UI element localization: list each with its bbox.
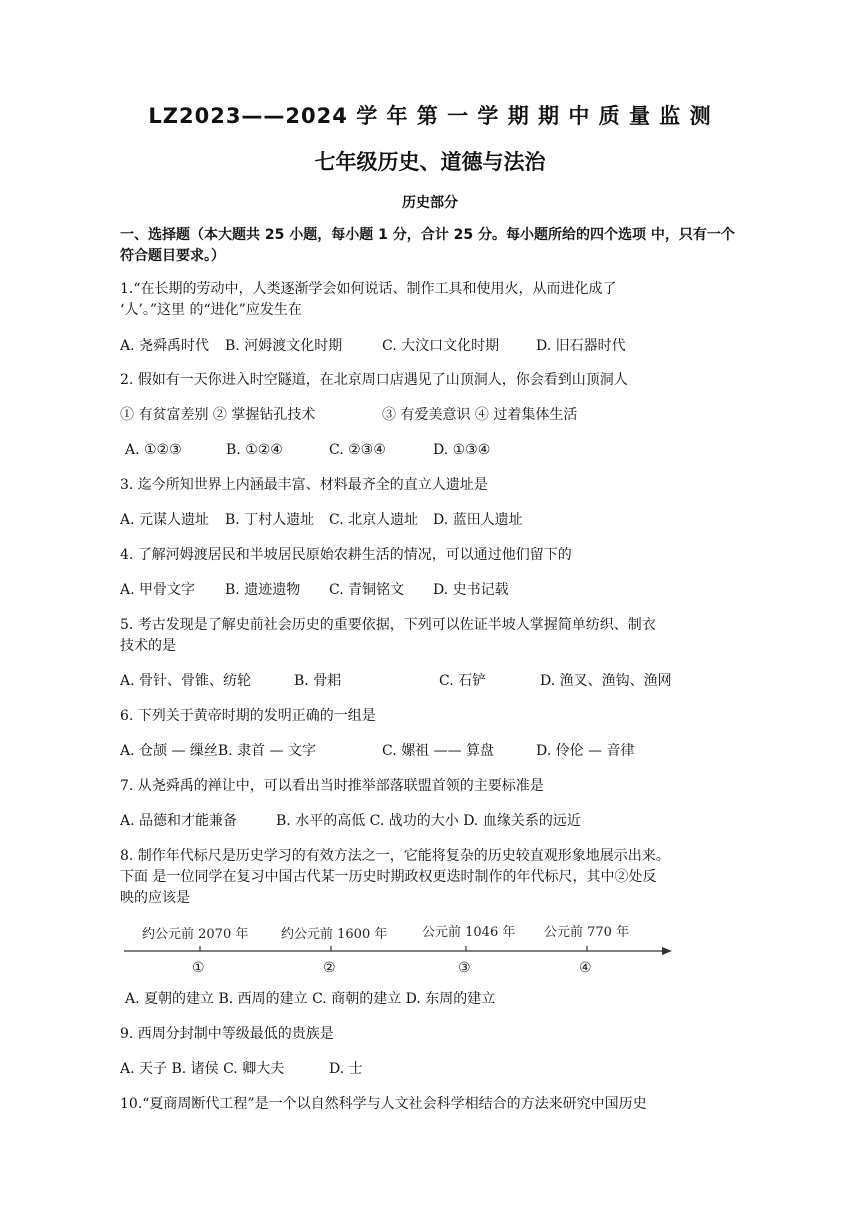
timeline-mark-1: ① [192,960,205,976]
question-8-stem-line-3: 映的应该是 [120,890,190,906]
question-1-stem-line-1: 1.“在长期的劳动中，人类逐渐学会如何说话、制作工具和使用火，从而进化成了 [120,281,617,297]
timeline-label-4: 公元前 770 年 [544,925,630,940]
question-9-stem: 9. 西周分封制中等级最低的贵族是 [120,1026,334,1042]
question-6-stem: 6. 下列关于黄帝时期的发明正确的一组是 [120,708,376,724]
question-5-option-a: A. 骨针、骨锥、纺轮 [120,673,252,689]
question-2-option-b: B. ①②④ [226,442,283,458]
question-3-option-a: A. 元谋人遗址 [120,512,210,528]
question-3-option-d: D. 蓝田人遗址 [433,512,523,528]
question-3-stem: 3. 迄今所知世界上内涵最丰富、材料最齐全的直立人遗址是 [120,477,488,493]
question-1-option-c: C. 大汶口文化时期 [382,338,500,354]
exam-subtitle: 七年级历史、道德与法治 [314,150,546,174]
question-4-option-a: A. 甲骨文字 [120,582,196,598]
question-1-option-a: A. 尧舜禹时代 [120,338,210,354]
question-2-stem: 2. 假如有一天你进入时空隧道，在北京周口店遇见了山顶洞人，你会看到山顶洞人 [120,372,628,388]
timeline-label-3: 公元前 1046 年 [422,925,516,940]
question-1-option-d: D. 旧石器时代 [536,338,626,354]
timeline-label-1: 约公元前 2070 年 [142,927,249,942]
question-7-option-bcd: B. 水平的高低 C. 战功的大小 D. 血缘关系的远近 [276,813,581,829]
timeline-mark-3: ③ [458,960,471,976]
question-2-option-a: A. ①②③ [125,442,182,458]
question-5-option-d: D. 渔叉、渔钩、渔网 [540,673,672,689]
question-9-option-d: D. 士 [329,1061,363,1077]
question-5-stem-line-2: 技术的是 [120,638,176,654]
timeline-figure [120,918,680,980]
question-1-stem-line-2: ‘人’。”这里 的“进化”应发生在 [120,302,302,318]
question-2-items-2: ③ 有爱美意识 ④ 过着集体生活 [382,407,578,423]
timeline-mark-4: ④ [579,960,592,976]
question-5-stem-line-1: 5. 考古发现是了解史前社会历史的重要依据，下列可以佐证半坡人掌握简单纺织、制衣 [120,617,656,633]
question-4-option-b: B. 遗迹遗物 [225,582,301,598]
question-2-option-d: D. ①③④ [433,442,491,458]
question-4-option-d: D. 史书记载 [433,582,509,598]
part-heading: 历史部分 [402,195,458,211]
timeline-label-2: 约公元前 1600 年 [281,927,388,942]
question-6-option-d: D. 伶伦 — 音律 [536,743,635,759]
question-8-options: A. 夏朝的建立 B. 西周的建立 C. 商朝的建立 D. 东周的建立 [125,991,496,1007]
question-7-option-a: A. 品德和才能兼备 [120,813,238,829]
question-1-option-b: B. 河姆渡文化时期 [225,338,343,354]
question-6-option-ab: A. 仓颉 — 缫丝B. 隶首 — 文字 [120,743,316,759]
question-5-option-b: B. 骨耜 [294,673,342,689]
question-5-option-c: C. 石铲 [439,673,487,689]
question-2-option-c: C. ②③④ [329,442,386,458]
question-6-option-c: C. 嫘祖 —— 算盘 [382,743,495,759]
question-7-stem: 7. 从尧舜禹的禅让中，可以看出当时推举部落联盟首领的主要标准是 [120,778,544,794]
question-2-items-1: ① 有贫富差别 ② 掌握钻孔技术 [120,407,316,423]
question-8-stem-line-2: 下面 是一位同学在复习中国古代某一历史时期政权更迭时制作的年代标尺，其中②处反 [120,869,657,885]
question-8-stem-line-1: 8. 制作年代标尺是历史学习的有效方法之一，它能将复杂的历史较直观形象地展示出来。 [120,848,670,864]
question-3-option-c: C. 北京人遗址 [329,512,419,528]
question-10-stem: 10.“夏商周断代工程”是一个以自然科学与人文社会科学相结合的方法来研究中国历史 [120,1096,647,1112]
question-9-option-abc: A. 天子 B. 诸侯 C. 卿大夫 [120,1061,285,1077]
question-3-option-b: B. 丁村人遗址 [225,512,315,528]
section-heading: 一、选择题（本大题共 25 小题，每小题 1 分，合计 25 分。每小题所给的四个选项 中，只有一个符合题目要求。） [120,227,735,264]
timeline-mark-2: ② [323,960,336,976]
question-4-stem: 4. 了解河姆渡居民和半坡居民原始农耕生活的情况，可以通过他们留下的 [120,547,572,563]
exam-title: LZ2023——2024 学 年 第 一 学 期 期 中 质 量 监 测 [148,104,712,128]
question-4-option-c: C. 青铜铭文 [329,582,405,598]
